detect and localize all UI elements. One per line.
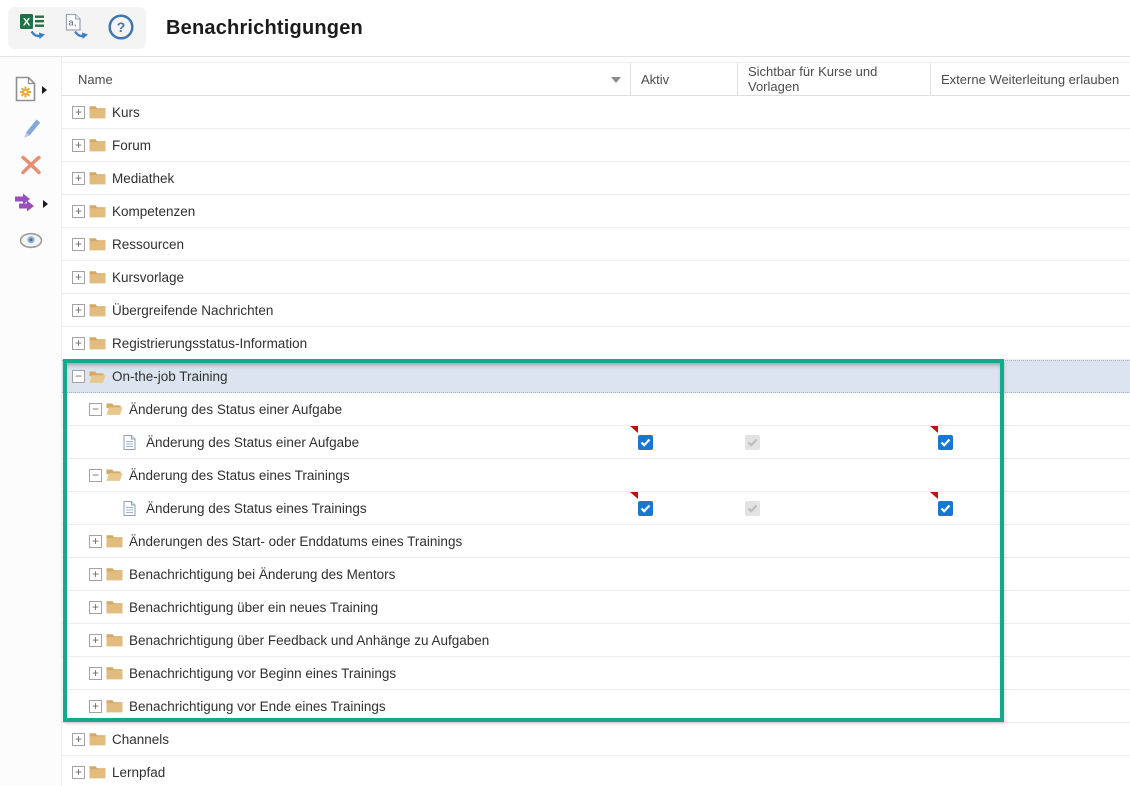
svg-text:X: X xyxy=(22,16,31,29)
extern-cell xyxy=(930,492,1130,524)
sichtbar-cell xyxy=(737,393,930,425)
tree-item-label[interactable]: Änderung des Status eines Trainings xyxy=(129,467,350,483)
sichtbar-cell xyxy=(737,361,930,392)
aktiv-cell xyxy=(630,195,737,227)
sichtbar-cell xyxy=(737,492,930,524)
new-item-icon xyxy=(15,76,37,105)
column-label: Sichtbar für Kurse und Vorlagen xyxy=(748,64,878,94)
sichtbar-cell xyxy=(737,162,930,194)
toolbar xyxy=(8,7,146,49)
folder-icon xyxy=(106,666,123,681)
aktiv-cell xyxy=(630,558,737,590)
tree-name-cell xyxy=(62,327,630,359)
extern-cell xyxy=(930,96,1130,128)
svg-text:a: a xyxy=(68,17,74,28)
expand-icon[interactable]: + xyxy=(72,766,85,779)
sichtbar-cell xyxy=(737,558,930,590)
svg-text:?: ? xyxy=(116,18,126,35)
sichtbar-cell xyxy=(737,327,930,359)
tree-name-cell xyxy=(62,426,630,458)
extern-cell xyxy=(930,129,1130,161)
folder-icon xyxy=(106,699,123,714)
tree-item-label[interactable]: Forum xyxy=(112,137,152,153)
modified-flag-icon xyxy=(630,426,638,433)
extern-cell xyxy=(930,459,1130,491)
column-header-sichtbar[interactable] xyxy=(737,63,930,95)
expand-icon[interactable]: + xyxy=(72,238,85,251)
extern-cell xyxy=(930,294,1130,326)
folder-icon xyxy=(89,204,106,219)
table-row[interactable] xyxy=(62,360,1130,393)
extern-cell xyxy=(930,624,1130,656)
table-row[interactable] xyxy=(62,294,1130,327)
table-row[interactable] xyxy=(62,525,1130,558)
column-header-extern[interactable] xyxy=(930,63,1130,95)
sichtbar-checkbox xyxy=(745,435,760,450)
tree-name-cell xyxy=(62,558,630,590)
extern-cell xyxy=(930,228,1130,260)
folder-icon xyxy=(89,105,106,120)
tree-name-cell xyxy=(62,294,630,326)
content xyxy=(0,57,1130,786)
aktiv-cell xyxy=(630,228,737,260)
document-icon xyxy=(123,501,140,516)
aktiv-cell xyxy=(630,525,737,557)
extern-cell xyxy=(930,162,1130,194)
table-row[interactable] xyxy=(62,756,1130,786)
tree-item-label[interactable]: Registrierungsstatus-Information xyxy=(112,335,308,351)
tree-item-label[interactable]: Änderung des Status einer Aufgabe xyxy=(129,401,343,417)
aktiv-checkbox[interactable] xyxy=(638,501,653,516)
expand-icon[interactable]: + xyxy=(89,700,102,713)
delete-cross-icon xyxy=(20,154,42,179)
indent-spacer xyxy=(106,502,119,515)
collapse-icon[interactable]: − xyxy=(72,370,85,383)
table-row[interactable] xyxy=(62,195,1130,228)
extern-cell xyxy=(930,690,1130,722)
expand-icon[interactable]: + xyxy=(72,271,85,284)
page-title: Benachrichtigungen xyxy=(166,16,363,39)
tree-table-body xyxy=(62,96,1130,786)
export-excel-button[interactable] xyxy=(18,13,48,43)
export-text-button[interactable] xyxy=(62,13,92,43)
sichtbar-cell xyxy=(737,657,930,689)
sichtbar-cell xyxy=(737,459,930,491)
tree-name-cell xyxy=(62,591,630,623)
tree-item-label[interactable]: Kursvorlage xyxy=(112,269,185,285)
folder-icon xyxy=(89,171,106,186)
table-row[interactable] xyxy=(62,492,1130,525)
folder-open-icon xyxy=(106,402,123,417)
aktiv-cell xyxy=(630,361,737,392)
sichtbar-cell xyxy=(737,756,930,786)
folder-icon xyxy=(106,534,123,549)
preview-eye-icon xyxy=(19,232,43,252)
aktiv-checkbox[interactable] xyxy=(638,435,653,450)
extern-cell xyxy=(930,393,1130,425)
expand-icon[interactable]: + xyxy=(89,535,102,548)
edit-pencil-icon xyxy=(19,115,43,142)
aktiv-cell xyxy=(630,591,737,623)
table-row[interactable] xyxy=(62,690,1130,723)
tree-name-cell xyxy=(62,195,630,227)
column-label: Externe Weiterleitung erlauben xyxy=(941,71,1120,87)
aktiv-cell xyxy=(630,459,737,491)
folder-open-icon xyxy=(106,468,123,483)
create-button[interactable] xyxy=(7,75,55,105)
tree-item-label[interactable]: Änderung des Status eines Trainings xyxy=(146,500,367,516)
text-export-icon xyxy=(64,13,90,43)
tree-name-cell xyxy=(62,228,630,260)
tree-item-label[interactable]: Ressourcen xyxy=(112,236,185,252)
expand-icon[interactable]: + xyxy=(89,634,102,647)
help-icon xyxy=(107,13,135,44)
column-header-aktiv[interactable] xyxy=(630,63,737,95)
table-row[interactable] xyxy=(62,327,1130,360)
table-row[interactable] xyxy=(62,228,1130,261)
column-label: Aktiv xyxy=(641,71,670,87)
tree-item-label[interactable]: Benachrichtigung über Feedback und Anhänge zu Aufgaben xyxy=(129,632,490,648)
tree-name-cell xyxy=(62,96,630,128)
table-row[interactable] xyxy=(62,459,1130,492)
table-row[interactable] xyxy=(62,129,1130,162)
extern-cell xyxy=(930,261,1130,293)
extern-cell xyxy=(930,361,1130,392)
tree-item-label[interactable]: Kompetenzen xyxy=(112,203,196,219)
aktiv-cell xyxy=(630,690,737,722)
extern-cell xyxy=(930,756,1130,786)
aktiv-cell xyxy=(630,624,737,656)
expand-icon[interactable]: + xyxy=(72,205,85,218)
sichtbar-cell xyxy=(737,426,930,458)
sichtbar-cell xyxy=(737,228,930,260)
sidebar xyxy=(0,57,62,786)
folder-icon xyxy=(106,567,123,582)
tree-item-label[interactable]: Mediathek xyxy=(112,170,175,186)
sichtbar-cell xyxy=(737,96,930,128)
flyout-arrow-icon xyxy=(43,200,48,208)
tree-item-label[interactable]: Benachrichtigung vor Ende eines Trainings xyxy=(129,698,386,714)
expand-icon[interactable]: + xyxy=(72,733,85,746)
tree-name-cell xyxy=(62,723,630,755)
expand-icon[interactable]: + xyxy=(72,304,85,317)
table-header xyxy=(62,62,1130,96)
expand-icon[interactable]: + xyxy=(89,568,102,581)
expand-icon[interactable]: + xyxy=(89,601,102,614)
edit-button[interactable] xyxy=(7,113,55,143)
tree-name-cell xyxy=(62,162,630,194)
aktiv-cell xyxy=(630,129,737,161)
modified-flag-icon xyxy=(930,492,938,499)
table-row[interactable] xyxy=(62,657,1130,690)
tree-item-label[interactable]: Lernpfad xyxy=(112,764,166,780)
expand-icon[interactable]: + xyxy=(72,337,85,350)
indent-spacer xyxy=(106,436,119,449)
move-button[interactable] xyxy=(7,189,55,219)
topbar xyxy=(0,0,1130,57)
tree-name-cell xyxy=(62,492,630,524)
tree-name-cell xyxy=(62,624,630,656)
table-row[interactable] xyxy=(62,261,1130,294)
excel-export-icon xyxy=(19,13,47,43)
help-button[interactable] xyxy=(106,13,136,43)
sichtbar-cell xyxy=(737,261,930,293)
tree-item-label[interactable]: Benachrichtigung über ein neues Training xyxy=(129,599,379,615)
column-label: Name xyxy=(78,71,113,87)
extern-checkbox[interactable] xyxy=(938,501,953,516)
extern-cell xyxy=(930,195,1130,227)
extern-cell xyxy=(930,525,1130,557)
sichtbar-cell xyxy=(737,129,930,161)
filter-dropdown-icon[interactable] xyxy=(611,77,621,83)
tree-name-cell xyxy=(62,525,630,557)
aktiv-cell xyxy=(630,723,737,755)
table-row[interactable] xyxy=(62,393,1130,426)
sichtbar-cell xyxy=(737,624,930,656)
sichtbar-cell xyxy=(737,723,930,755)
modified-flag-icon xyxy=(930,426,938,433)
modified-flag-icon xyxy=(630,492,638,499)
folder-icon xyxy=(89,237,106,252)
notifications-table xyxy=(62,57,1130,786)
aktiv-cell xyxy=(630,162,737,194)
table-row[interactable] xyxy=(62,96,1130,129)
sichtbar-cell xyxy=(737,195,930,227)
sichtbar-cell xyxy=(737,525,930,557)
sichtbar-checkbox xyxy=(745,501,760,516)
folder-icon xyxy=(106,633,123,648)
expand-icon[interactable]: + xyxy=(72,172,85,185)
tree-item-label[interactable]: Benachrichtigung bei Änderung des Mentors xyxy=(129,566,396,582)
folder-icon xyxy=(106,600,123,615)
table-row[interactable] xyxy=(62,558,1130,591)
tree-item-label[interactable]: On-the-job Training xyxy=(112,369,228,384)
extern-cell xyxy=(930,657,1130,689)
sichtbar-cell xyxy=(737,294,930,326)
extern-cell xyxy=(930,723,1130,755)
aktiv-cell xyxy=(630,261,737,293)
table-row[interactable] xyxy=(62,426,1130,459)
sichtbar-cell xyxy=(737,591,930,623)
table-row[interactable] xyxy=(62,624,1130,657)
tree-name-cell xyxy=(62,393,630,425)
table-row[interactable] xyxy=(62,591,1130,624)
preview-button[interactable] xyxy=(7,227,55,257)
extern-cell xyxy=(930,591,1130,623)
tree-name-cell xyxy=(62,361,630,392)
extern-cell xyxy=(930,426,1130,458)
extern-cell xyxy=(930,558,1130,590)
expand-icon[interactable]: + xyxy=(72,106,85,119)
tree-item-label[interactable]: Änderungen des Start- oder Enddatums eines Trainings xyxy=(129,533,463,549)
tree-name-cell xyxy=(62,129,630,161)
sichtbar-cell xyxy=(737,690,930,722)
tree-name-cell xyxy=(62,459,630,491)
aktiv-cell xyxy=(630,393,737,425)
tree-name-cell xyxy=(62,756,630,786)
tree-item-label[interactable]: Kurs xyxy=(112,104,140,120)
expand-icon[interactable]: + xyxy=(89,667,102,680)
column-header-name[interactable] xyxy=(62,63,630,95)
folder-icon xyxy=(89,336,106,351)
tree-item-label[interactable]: Übergreifende Nachrichten xyxy=(112,302,274,318)
folder-open-icon xyxy=(89,369,106,384)
aktiv-cell xyxy=(630,426,737,458)
aktiv-cell xyxy=(630,96,737,128)
aktiv-cell xyxy=(630,756,737,786)
aktiv-cell xyxy=(630,657,737,689)
collapse-icon[interactable]: − xyxy=(89,469,102,482)
tree-item-label[interactable]: Benachrichtigung vor Beginn eines Trainings xyxy=(129,665,397,681)
move-arrows-icon xyxy=(13,192,38,216)
aktiv-cell xyxy=(630,327,737,359)
tree-item-label[interactable]: Änderung des Status einer Aufgabe xyxy=(146,434,360,450)
delete-button[interactable] xyxy=(7,151,55,181)
aktiv-cell xyxy=(630,492,737,524)
aktiv-cell xyxy=(630,294,737,326)
expand-icon[interactable]: + xyxy=(72,139,85,152)
folder-icon xyxy=(89,303,106,318)
table-row[interactable] xyxy=(62,723,1130,756)
tree-name-cell xyxy=(62,261,630,293)
flyout-arrow-icon xyxy=(42,86,47,94)
table-row[interactable] xyxy=(62,162,1130,195)
folder-icon xyxy=(89,732,106,747)
extern-cell xyxy=(930,327,1130,359)
collapse-icon[interactable]: − xyxy=(89,403,102,416)
tree-name-cell xyxy=(62,690,630,722)
tree-name-cell xyxy=(62,657,630,689)
extern-checkbox[interactable] xyxy=(938,435,953,450)
tree-item-label[interactable]: Channels xyxy=(112,731,170,747)
svg-text:,: , xyxy=(74,17,77,28)
folder-icon xyxy=(89,138,106,153)
document-icon xyxy=(123,435,140,450)
folder-icon xyxy=(89,270,106,285)
folder-icon xyxy=(89,765,106,780)
